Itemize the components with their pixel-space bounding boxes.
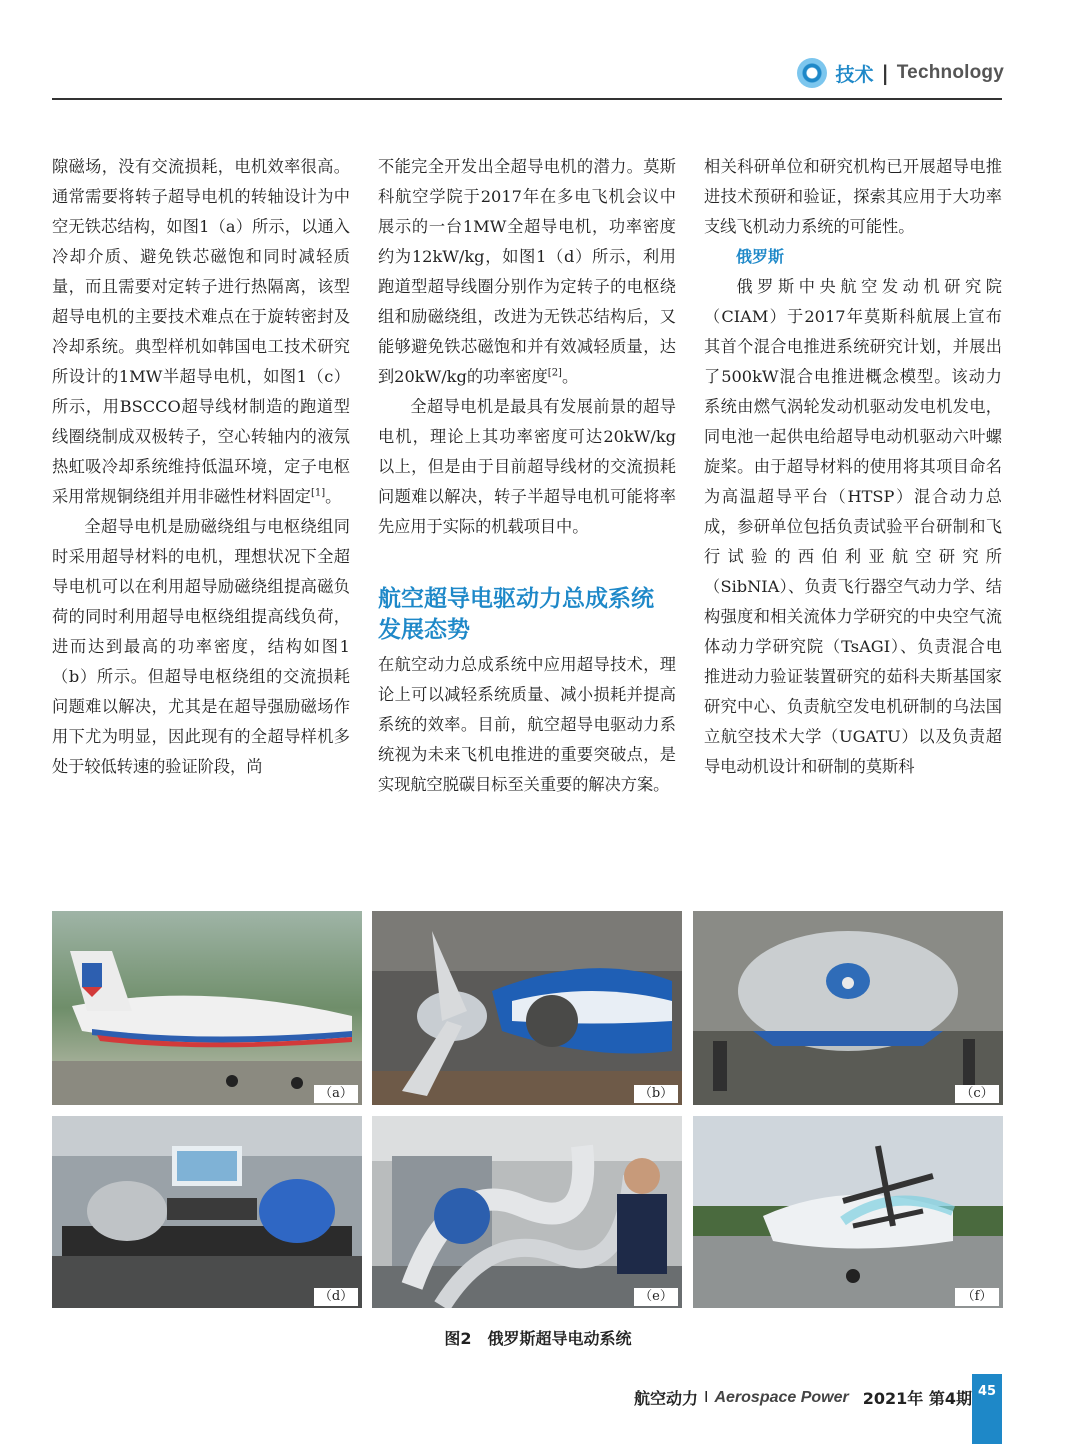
figure-photo-e	[372, 1116, 682, 1308]
figure-label: （b）	[634, 1085, 678, 1103]
figure-label: （a）	[314, 1085, 358, 1103]
paragraph-end: 。	[561, 367, 579, 386]
paragraph	[52, 152, 350, 512]
paragraph: 在航空动力总成系统中应用超导技术，理论上可以减轻系统质量、减小损耗并提高系统的效率。目前，航空超导电驱动力系统视为未来飞机电推进的重要突破点，是实现航空脱碳目标至关重要的解决方案。	[378, 655, 676, 794]
text-column-1	[52, 152, 350, 782]
page-number: 45	[972, 1374, 1002, 1444]
figure-photo-f	[693, 1116, 1003, 1308]
figure-caption: 图2 俄罗斯超导电动系统	[444, 1329, 632, 1348]
paragraph-end: 。	[325, 487, 342, 506]
page-header	[797, 58, 1004, 88]
paragraph-text: 不能完全开发出全超导电机的潜力。莫斯科航空学院于2017年在多电飞机会议中展示的一台1MW全超导电机，功率密度约为12kW/kg，如图1（d）所示，利用跑道型超导线圈分别作为定转子的电枢绕组和励磁绕组，改进为无铁芯结构后，又能够避免铁芯磁饱和并有效减轻质量，达到20kW/kg的功率密度	[378, 157, 676, 386]
section-separator: |	[881, 61, 889, 85]
journal-logo-icon	[797, 58, 827, 88]
section-name-cn: 技术	[835, 63, 874, 86]
journal-name-cn: 航空动力	[634, 1389, 699, 1408]
section-name-en: Technology	[896, 62, 1004, 83]
section-title: 航空超导电驱动力总成系统发展态势	[378, 586, 654, 643]
figure-label: （f）	[955, 1288, 999, 1306]
figure-label: （c）	[955, 1085, 999, 1103]
page-footer	[634, 1386, 972, 1409]
figure-photo-b	[372, 911, 682, 1105]
journal-separator: I	[704, 1388, 709, 1406]
paragraph: 全超导电机是最具有发展前景的超导电机，理论上其功率密度可达20kW/kg以上，但是由于目前超导线材的交流损耗问题难以解决，转子半超导电机可能将率先应用于实际的机载项目中。	[378, 397, 676, 536]
issue-info: 2021年 第4期	[862, 1389, 972, 1408]
figure-photo-c	[693, 911, 1003, 1105]
subsection-heading: 俄罗斯	[736, 247, 785, 266]
figure-label: （d）	[314, 1288, 358, 1306]
paragraph: 相关科研单位和研究机构已开展超导电推进技术预研和验证，探索其应用于大功率支线飞机动力系统的可能性。	[704, 157, 1002, 236]
header-rule	[52, 98, 1002, 100]
journal-name-en: Aerospace Power	[714, 1388, 849, 1406]
figure-photo-d	[52, 1116, 362, 1308]
paragraph: 全超导电机是励磁绕组与电枢绕组同时采用超导材料的电机，理想状况下全超导电机可以在利用超导励磁绕组提高磁负荷的同时利用超导电枢绕组提高线负荷，进而达到最高的功率密度，结构如图1（b）所示。但超导电枢绕组的交流损耗问题难以解决，尤其是在超导强励磁场作用下尤为明显，因此现有的全超导样机多处于较低转速的验证阶段，尚	[52, 517, 350, 776]
reference-mark: [1]	[311, 487, 326, 499]
figure-photo-a	[52, 911, 362, 1105]
reference-mark: [2]	[547, 367, 562, 379]
text-column-3	[704, 152, 1002, 782]
paragraph-text: 隙磁场，没有交流损耗，电机效率很高。通常需要将转子超导电机的转轴设计为中空无铁芯结构，如图1（a）所示，以通入冷却介质、避免铁芯磁饱和同时减轻质量，而且需要对定转子进行热隔离，该型超导电机的主要技术难点在于旋转密封及冷却系统。典型样机如韩国电工技术研究所设计的1MW半超导电机，如图1（c）所示，用BSCCO超导线材制造的跑道型线圈绕制成双极转子，空心转轴内的液氖热虹吸冷却系统维持低温环境，定子电枢采用常规铜绕组并用非磁性材料固定	[52, 157, 350, 506]
text-column-2	[378, 152, 676, 800]
paragraph: 俄罗斯中央航空发动机研究院（CIAM）于2017年莫斯科航展上宣布其首个混合电推进系统研究计划，并展出了500kW混合电推进概念模型。该动力系统由燃气涡轮发动机驱动发电机发电，同电池一起供电给超导电动机驱动六叶螺旋桨。由于超导材料的使用将其项目命名为高温超导平台（HTSP）混合动力总成，参研单位包括负责试验平台研制和飞行试验的西伯利亚航空研究所（SibNIA）、负责飞行器空气动力学、结构强度和相关流体力学研究的中央空气流体动力学研究院（TsAGI）、负责混合电推进动力验证装置研究的茹科夫斯基国家研究中心、负责航空发电机研制的乌法国立航空技术大学（UGATU）以及负责超导电动机设计和研制的莫斯科	[704, 277, 1002, 776]
paragraph	[378, 152, 676, 392]
figure-label: （e）	[634, 1288, 678, 1306]
